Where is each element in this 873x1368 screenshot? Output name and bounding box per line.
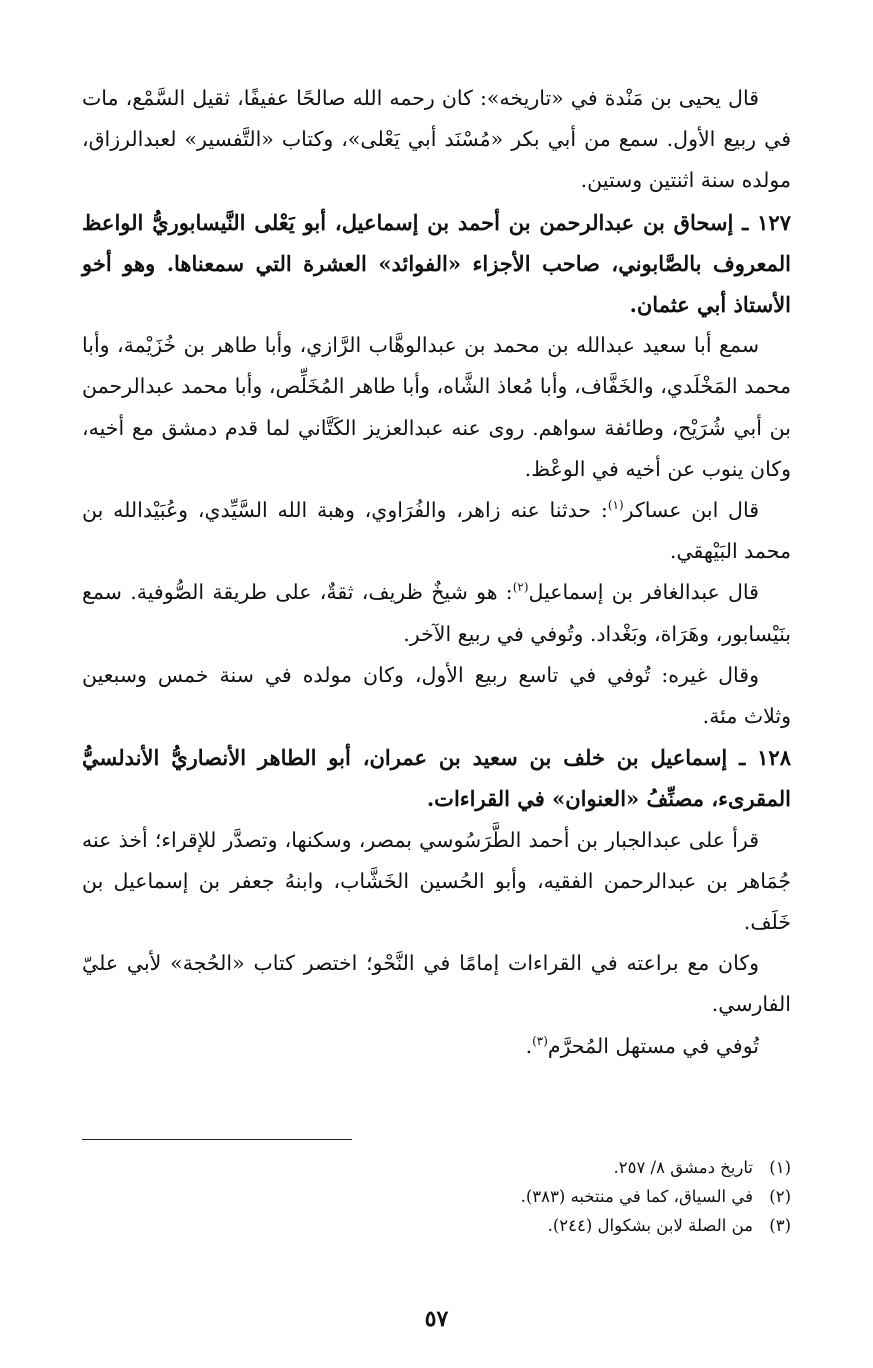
footnote-text: في السياق، كما في منتخبه (٣٨٣). (520, 1187, 753, 1206)
footnote-ref-2: (٢) (512, 580, 529, 595)
footnotes (82, 1153, 791, 1240)
footnote-1 (82, 1153, 791, 1182)
paragraph-grammar-128: وكان مع براعته في القراءات إمامًا في النَّحْو؛ اختصر كتاب «الحُجة» لأبي عليّ الفارسي. (82, 951, 791, 1017)
footnote-ref-1: (١) (607, 498, 624, 513)
paragraph-teachers-127: سمع أبا سعيد عبدالله بن محمد بن عبدالوهَّاب الرَّازي، وأبا طاهر بن خُزَيْمة، وأبا محمد المَخْلَدي، والخَفَّاف، وأبا مُعاذ الشَّاه، وأبا طاهر المُخَلِّص، وأبا محمد عبدالرحمن بن أبي شُرَيْح، وطائفة سواهم. روى عنه عبدالعزيز الكَتَّاني لما قدم دمشق مع أخيه، وكان ينوب عن أخيه في الوعْظ. (82, 333, 791, 481)
footnote-text: تاريخ دمشق ٨/ ٢٥٧. (613, 1158, 753, 1177)
entry-heading-128: ١٢٨ ـ إسماعيل بن خلف بن سعيد بن عمران، أبو الطاهر الأنصاريُّ الأندلسيُّ المقرىء، مصنِّفُ «العنوان» في القراءات. (82, 745, 791, 812)
footnote-ref-3: (٣) (532, 1033, 548, 1048)
footnote-number: (١) (769, 1158, 791, 1177)
paragraph-death-128: تُوفي في مستهل المُحرَّم$^{(٣)}$. (525, 1033, 759, 1058)
footnote-divider (82, 1139, 352, 1140)
footnote-2 (82, 1182, 791, 1211)
footnote-text: من الصلة لابن بشكوال (٢٤٤). (547, 1216, 753, 1235)
paragraph-ibn-asakir: قال ابن عساكر$^{(١)}$: حدثنا عنه زاهر، والفُرَاوي، وهبة الله السَّيِّدي، وعُبَيْدالله بن محمد البَيْهقي. (82, 498, 791, 564)
paragraph-yahya-ibn-manda: قال يحيى بن مَنْدة في «تاريخه»: كان رحمه الله صالحًا عفيفًا، ثقيل السَّمْع، مات في ربيع الأول. سمع من أبي بكر «مُسْنَد أبي يَعْلى»، وكتاب «التَّفسير» لعبدالرزاق، مولده سنة اثنتين وستين. (82, 86, 791, 193)
page-number: ٥٧ (424, 1306, 449, 1332)
footnote-3 (82, 1211, 791, 1240)
main-text (82, 78, 791, 1067)
paragraph-abd-al-ghafir: قال عبدالغافر بن إسماعيل$^{(٢)}$: هو شيخٌ ظريف، ثقةٌ، على طريقة الصُّوفية. سمع بنَيْسابور، وهَرَاة، وبَغْداد. وتُوفي في ربيع الآخر. (82, 580, 791, 646)
entry-heading-127: ١٢٧ ـ إسحاق بن عبدالرحمن بن أحمد بن إسماعيل، أبو يَعْلى النَّيسابوريُّ الواعظ المعروف بالصَّابوني، صاحب الأجزاء «الفوائد» العشرة التي سمعناها. وهو أخو الأستاذ أبي عثمان. (82, 209, 791, 318)
footnote-number: (٢) (769, 1187, 791, 1206)
footnote-number: (٣) (769, 1216, 791, 1235)
paragraph-teachers-128: قرأ على عبدالجبار بن أحمد الطَّرَسُوسي بمصر، وسكنها، وتصدَّر للإقراء؛ أخذ عنه جُمَاهر بن عبدالرحمن الفقيه، وأبو الحُسين الخَشَّاب، وابنهُ جعفر بن إسماعيل بن خَلَف. (82, 827, 791, 935)
paragraph-death-127: وقال غيره: تُوفي في تاسع ربيع الأول، وكان مولده في سنة خمس وسبعين وثلاث مئة. (82, 662, 791, 729)
